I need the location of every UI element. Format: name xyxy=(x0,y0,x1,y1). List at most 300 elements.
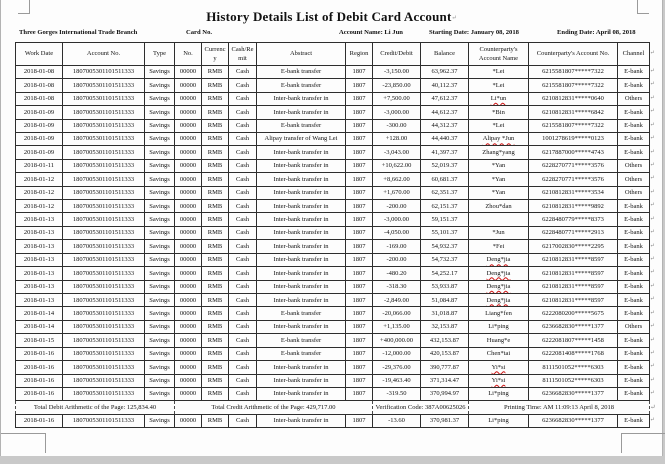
end-of-row-mark: ↵ xyxy=(650,255,655,262)
cell-abstract: E-bank transfer xyxy=(257,65,346,78)
crop-mark-top-left xyxy=(18,0,30,14)
cell-credit-debit: +400,000.00 xyxy=(373,334,421,347)
cell-currency: RMB xyxy=(202,361,229,374)
misspell-underlined-name: Deng*jia xyxy=(486,296,511,304)
cell-work-date: 2018-01-09 xyxy=(16,132,63,145)
cell-counterparty-account-no: 6210812831*****8597 xyxy=(529,267,618,280)
cell-abstract: Inter-bank transfer in xyxy=(257,294,346,307)
header-row xyxy=(16,43,662,66)
cell-credit-debit: -3,043.00 xyxy=(373,146,421,159)
end-of-row-mark: ↵ xyxy=(650,417,655,424)
table-row xyxy=(16,387,662,400)
cell-cash-remit: Cash xyxy=(229,173,257,186)
column-header-account-no: Account No. xyxy=(63,43,145,66)
cell-counterparty-account-name: Zhou*dan xyxy=(469,200,529,213)
total-credit: Total Credit Arithmetic of the Page: 429,717.00 xyxy=(175,401,373,414)
column-header-abstract: Abstract xyxy=(257,43,346,66)
cell-abstract: Inter-bank transfer in xyxy=(257,159,346,172)
cell-account-no: 1807005301101511333 xyxy=(63,92,145,105)
cell-account-no: 1807005301101511333 xyxy=(63,106,145,119)
cell-credit-debit: +7,500.00 xyxy=(373,92,421,105)
printing-time: Printing Time: AM 11:09:13 April 8, 2018 xyxy=(469,401,650,414)
cell-counterparty-account-no: 6228270771*****3576 xyxy=(529,173,618,186)
total-debit: Total Debit Arithmetic of the Page: 125,834.40 xyxy=(16,401,175,414)
cell-counterparty-account-name xyxy=(469,132,529,145)
end-of-row-mark: ↵ xyxy=(650,269,655,276)
cell-work-date: 2018-01-16 xyxy=(16,387,63,400)
cell-balance: 44,612.37 xyxy=(421,106,469,119)
cell-no: 00000 xyxy=(175,347,202,360)
cell-work-date: 2018-01-09 xyxy=(16,106,63,119)
cell-channel: E-bank xyxy=(618,307,650,320)
cell-region: 1807 xyxy=(346,106,373,119)
cell-credit-debit: -3,150.00 xyxy=(373,65,421,78)
cell-currency: RMB xyxy=(202,267,229,280)
cell-counterparty-account-no: 6222081807*****1458 xyxy=(529,334,618,347)
cell-credit-debit: -12,000.00 xyxy=(373,347,421,360)
cell-counterparty-account-name: *Lei xyxy=(469,65,529,78)
cell-region: 1807 xyxy=(346,294,373,307)
cell-abstract: Inter-bank transfer in xyxy=(257,374,346,387)
cell-counterparty-account-name xyxy=(469,294,529,307)
cell-counterparty-account-name: *Fei xyxy=(469,240,529,253)
account-name: Account Name: Li Jun xyxy=(339,29,403,36)
cell-counterparty-account-name xyxy=(469,213,529,226)
cell-channel: Others xyxy=(618,159,650,172)
cell-type: Savings xyxy=(145,79,175,92)
end-of-row-mark: ↵ xyxy=(650,215,655,222)
table-row xyxy=(16,119,662,132)
cell-cash-remit: Cash xyxy=(229,280,257,293)
cell-cash-remit: Cash xyxy=(229,361,257,374)
cell-counterparty-account-no: 8111501052*****6303 xyxy=(529,361,618,374)
cell-no: 00000 xyxy=(175,414,202,427)
cell-work-date: 2018-01-13 xyxy=(16,253,63,266)
statement-info-line xyxy=(1,29,662,40)
cell-counterparty-account-no: 6215581807*****7322 xyxy=(529,119,618,132)
cell-no: 00000 xyxy=(175,173,202,186)
cell-account-no: 1807005301101511333 xyxy=(63,200,145,213)
cell-no: 00000 xyxy=(175,79,202,92)
end-of-row-mark: ↵ xyxy=(650,349,655,356)
cell-counterparty-account-name: Zhang*yang xyxy=(469,146,529,159)
cell-region: 1807 xyxy=(346,159,373,172)
cell-region: 1807 xyxy=(346,320,373,333)
cell-no: 00000 xyxy=(175,280,202,293)
cell-cash-remit: Cash xyxy=(229,240,257,253)
cell-counterparty-account-no: 6210812831*****0640 xyxy=(529,92,618,105)
end-of-row-mark: ↵ xyxy=(650,68,655,75)
cell-counterparty-account-name: *Yan xyxy=(469,186,529,199)
cell-counterparty-account-no: 6215581807*****7322 xyxy=(529,65,618,78)
cell-region: 1807 xyxy=(346,334,373,347)
cell-credit-debit: -200.00 xyxy=(373,200,421,213)
cell-work-date: 2018-01-08 xyxy=(16,65,63,78)
cell-no: 00000 xyxy=(175,132,202,145)
cell-balance: 40,112.37 xyxy=(421,79,469,92)
cell-counterparty-account-name xyxy=(469,374,529,387)
cell-region: 1807 xyxy=(346,280,373,293)
cell-cash-remit: Cash xyxy=(229,65,257,78)
cell-no: 00000 xyxy=(175,387,202,400)
cell-no: 00000 xyxy=(175,226,202,239)
cell-account-no: 1807005301101511333 xyxy=(63,387,145,400)
cell-cash-remit: Cash xyxy=(229,200,257,213)
cell-work-date: 2018-01-09 xyxy=(16,146,63,159)
cell-abstract: Inter-bank transfer in xyxy=(257,186,346,199)
cell-channel: E-bank xyxy=(618,132,650,145)
cell-cash-remit: Cash xyxy=(229,320,257,333)
cell-no: 00000 xyxy=(175,374,202,387)
cell-abstract: Inter-bank transfer in xyxy=(257,92,346,105)
cell-no: 00000 xyxy=(175,213,202,226)
cell-channel: E-bank xyxy=(618,65,650,78)
cell-work-date: 2018-01-12 xyxy=(16,186,63,199)
cell-credit-debit: -3,000.00 xyxy=(373,106,421,119)
cell-account-no: 1807005301101511333 xyxy=(63,361,145,374)
cell-credit-debit: -4,050.00 xyxy=(373,226,421,239)
cell-abstract: Inter-bank transfer in xyxy=(257,240,346,253)
cell-currency: RMB xyxy=(202,65,229,78)
cell-credit-debit: -2,849.00 xyxy=(373,294,421,307)
cell-account-no: 1807005301101511333 xyxy=(63,294,145,307)
end-of-row-mark: ↵ xyxy=(650,148,655,155)
cell-no: 00000 xyxy=(175,200,202,213)
cell-credit-debit: -200.00 xyxy=(373,253,421,266)
cell-currency: RMB xyxy=(202,374,229,387)
cell-counterparty-account-name xyxy=(469,267,529,280)
cell-type: Savings xyxy=(145,106,175,119)
cell-abstract: Alipay transfer of Wang Lei xyxy=(257,132,346,145)
cell-channel: E-bank xyxy=(618,387,650,400)
cell-account-no: 1807005301101511333 xyxy=(63,307,145,320)
end-of-row-mark: ↵ xyxy=(650,229,655,236)
cell-abstract: Inter-bank transfer in xyxy=(257,280,346,293)
cell-region: 1807 xyxy=(346,387,373,400)
branch-name: Three Gorges International Trade Branch xyxy=(19,29,138,36)
cell-counterparty-account-no: 6210812831*****6842 xyxy=(529,106,618,119)
cell-account-no: 1807005301101511333 xyxy=(63,226,145,239)
cell-type: Savings xyxy=(145,374,175,387)
cell-balance: 432,153.87 xyxy=(421,334,469,347)
cell-no: 00000 xyxy=(175,253,202,266)
verification-code: Verification Code: 387A00625026 xyxy=(373,401,469,414)
cell-account-no: 1807005301101511333 xyxy=(63,146,145,159)
cell-balance: 52,019.37 xyxy=(421,159,469,172)
cell-currency: RMB xyxy=(202,119,229,132)
cell-no: 00000 xyxy=(175,267,202,280)
cell-balance: 63,962.37 xyxy=(421,65,469,78)
cell-type: Savings xyxy=(145,267,175,280)
crop-mark-bottom-left xyxy=(1,433,46,453)
cell-cash-remit: Cash xyxy=(229,106,257,119)
cell-counterparty-account-name xyxy=(469,253,529,266)
end-of-row-mark: ↵ xyxy=(650,376,655,383)
cell-cash-remit: Cash xyxy=(229,387,257,400)
cell-type: Savings xyxy=(145,240,175,253)
cell-channel: E-bank xyxy=(618,106,650,119)
card-no-label: Card No. xyxy=(186,29,213,36)
cell-work-date: 2018-01-09 xyxy=(16,119,63,132)
cell-credit-debit: -300.00 xyxy=(373,119,421,132)
page-title: History Details List of Debit Card Account↵ xyxy=(206,9,457,24)
cell-work-date: 2018-01-11 xyxy=(16,159,63,172)
cell-balance: 420,153.87 xyxy=(421,347,469,360)
cell-type: Savings xyxy=(145,213,175,226)
cell-balance: 62,351.37 xyxy=(421,186,469,199)
cell-work-date: 2018-01-13 xyxy=(16,213,63,226)
cell-region: 1807 xyxy=(346,173,373,186)
table-row xyxy=(16,65,662,78)
cell-no: 00000 xyxy=(175,294,202,307)
table-row xyxy=(16,200,662,213)
cell-credit-debit: -169.00 xyxy=(373,240,421,253)
misspell-underlined-name: Deng*jia xyxy=(486,269,511,277)
cell-account-no: 1807005301101511333 xyxy=(63,186,145,199)
cell-abstract: E-bank transfer xyxy=(257,347,346,360)
cell-region: 1807 xyxy=(346,132,373,145)
cell-no: 00000 xyxy=(175,146,202,159)
table-row xyxy=(16,347,662,360)
end-of-row-mark: ↵ xyxy=(650,121,655,128)
cell-currency: RMB xyxy=(202,240,229,253)
cell-balance: 32,153.87 xyxy=(421,320,469,333)
cell-region: 1807 xyxy=(346,146,373,159)
cell-type: Savings xyxy=(145,92,175,105)
cell-abstract: E-bank transfer xyxy=(257,79,346,92)
cell-abstract: Inter-bank transfer in xyxy=(257,200,346,213)
cell-abstract: Inter-bank transfer in xyxy=(257,213,346,226)
cell-currency: RMB xyxy=(202,92,229,105)
cell-channel: E-bank xyxy=(618,253,650,266)
cell-balance: 54,252.17 xyxy=(421,267,469,280)
cell-currency: RMB xyxy=(202,200,229,213)
cell-region: 1807 xyxy=(346,79,373,92)
cell-region: 1807 xyxy=(346,119,373,132)
cell-counterparty-account-name: *Jun xyxy=(469,226,529,239)
cell-balance: 370,981.37 xyxy=(421,414,469,427)
cell-region: 1807 xyxy=(346,65,373,78)
cell-counterparty-account-no: 6210812831*****8597 xyxy=(529,280,618,293)
cell-counterparty-account-name xyxy=(469,92,529,105)
cell-counterparty-account-no: 6222081408*****1768 xyxy=(529,347,618,360)
cell-account-no: 1807005301101511333 xyxy=(63,173,145,186)
cell-counterparty-account-name: Huang*e xyxy=(469,334,529,347)
cell-type: Savings xyxy=(145,347,175,360)
cell-abstract: Inter-bank transfer in xyxy=(257,226,346,239)
cell-type: Savings xyxy=(145,173,175,186)
cell-no: 00000 xyxy=(175,119,202,132)
cell-region: 1807 xyxy=(346,374,373,387)
cell-channel: E-bank xyxy=(618,240,650,253)
cell-currency: RMB xyxy=(202,294,229,307)
end-of-row-mark: ↵ xyxy=(650,162,655,169)
cell-currency: RMB xyxy=(202,79,229,92)
cell-counterparty-account-no: 6228480771*****2913 xyxy=(529,226,618,239)
cell-region: 1807 xyxy=(346,200,373,213)
cell-credit-debit: +8,662.00 xyxy=(373,173,421,186)
end-of-row-mark: ↵ xyxy=(650,188,655,195)
cell-balance: 59,151.37 xyxy=(421,213,469,226)
cell-work-date: 2018-01-13 xyxy=(16,226,63,239)
cell-cash-remit: Cash xyxy=(229,146,257,159)
cell-account-no: 1807005301101511333 xyxy=(63,280,145,293)
cell-no: 00000 xyxy=(175,106,202,119)
cell-cash-remit: Cash xyxy=(229,267,257,280)
cell-type: Savings xyxy=(145,320,175,333)
cell-work-date: 2018-01-08 xyxy=(16,79,63,92)
cell-currency: RMB xyxy=(202,307,229,320)
cell-abstract: Inter-bank transfer in xyxy=(257,320,346,333)
table-header xyxy=(16,43,662,66)
cell-channel: Others xyxy=(618,173,650,186)
cell-channel: E-bank xyxy=(618,267,650,280)
cell-balance: 54,732.37 xyxy=(421,253,469,266)
cell-channel: E-bank xyxy=(618,146,650,159)
cell-channel: Others xyxy=(618,320,650,333)
cell-region: 1807 xyxy=(346,226,373,239)
cell-abstract: Inter-bank transfer in xyxy=(257,146,346,159)
end-of-row-mark: ↵ xyxy=(650,390,655,397)
cell-cash-remit: Cash xyxy=(229,132,257,145)
cell-account-no: 1807005301101511333 xyxy=(63,213,145,226)
cell-type: Savings xyxy=(145,159,175,172)
cell-counterparty-account-no: 6228480779*****8373 xyxy=(529,213,618,226)
misspell-underlined-name: Yi*si xyxy=(491,377,506,385)
cell-currency: RMB xyxy=(202,213,229,226)
cell-cash-remit: Cash xyxy=(229,253,257,266)
cell-account-no: 1807005301101511333 xyxy=(63,132,145,145)
cell-work-date: 2018-01-13 xyxy=(16,280,63,293)
end-of-row-mark: ↵ xyxy=(650,363,655,370)
cell-abstract: Inter-bank transfer in xyxy=(257,414,346,427)
cell-counterparty-account-name: Chen*tai xyxy=(469,347,529,360)
cell-work-date: 2018-01-14 xyxy=(16,320,63,333)
cell-type: Savings xyxy=(145,65,175,78)
cell-cash-remit: Cash xyxy=(229,226,257,239)
cell-region: 1807 xyxy=(346,361,373,374)
cell-account-no: 1807005301101511333 xyxy=(63,240,145,253)
cell-counterparty-account-no: 6217002830*****2295 xyxy=(529,240,618,253)
cell-currency: RMB xyxy=(202,414,229,427)
table-row xyxy=(16,361,662,374)
cell-counterparty-account-name xyxy=(469,280,529,293)
transactions-table xyxy=(15,42,662,428)
end-of-row-mark: ↵ xyxy=(650,242,655,249)
cell-region: 1807 xyxy=(346,213,373,226)
cell-credit-debit: -318.30 xyxy=(373,280,421,293)
end-of-row-mark: ↵ xyxy=(650,175,655,182)
cell-channel: E-bank xyxy=(618,374,650,387)
end-of-row-mark: ↵ xyxy=(650,282,655,289)
table-row xyxy=(16,320,662,333)
cell-currency: RMB xyxy=(202,186,229,199)
cell-currency: RMB xyxy=(202,280,229,293)
cell-balance: 41,397.37 xyxy=(421,146,469,159)
cell-abstract: Inter-bank transfer in xyxy=(257,267,346,280)
paragraph-mark: ↵ xyxy=(451,15,457,22)
table-row xyxy=(16,92,662,105)
cell-work-date: 2018-01-13 xyxy=(16,267,63,280)
cell-counterparty-account-name: *Lei xyxy=(469,79,529,92)
cell-type: Savings xyxy=(145,200,175,213)
table-row xyxy=(16,267,662,280)
cell-type: Savings xyxy=(145,387,175,400)
cell-balance: 53,933.87 xyxy=(421,280,469,293)
ending-date: Ending Date: April 08, 2018 xyxy=(557,29,636,36)
misspell-underlined-name: Alipay *Jun xyxy=(482,135,515,143)
cell-cash-remit: Cash xyxy=(229,92,257,105)
cell-currency: RMB xyxy=(202,347,229,360)
cell-channel: E-bank xyxy=(618,226,650,239)
column-header-region: Region xyxy=(346,43,373,66)
cell-channel: E-bank xyxy=(618,361,650,374)
table-body xyxy=(16,65,662,427)
cell-channel: E-bank xyxy=(618,200,650,213)
cell-counterparty-account-no: 6210812831*****8597 xyxy=(529,253,618,266)
cell-currency: RMB xyxy=(202,159,229,172)
cell-region: 1807 xyxy=(346,267,373,280)
cell-counterparty-account-name: *Bin xyxy=(469,106,529,119)
table-row xyxy=(16,106,662,119)
cell-account-no: 1807005301101511333 xyxy=(63,414,145,427)
table-row xyxy=(16,414,662,427)
cell-type: Savings xyxy=(145,361,175,374)
end-of-row-mark: ↵ xyxy=(650,135,655,142)
cell-channel: E-bank xyxy=(618,334,650,347)
cell-credit-debit: -319.50 xyxy=(373,387,421,400)
column-header-type: Type xyxy=(145,43,175,66)
column-header-channel: Channel xyxy=(618,43,650,66)
cell-balance: 62,151.37 xyxy=(421,200,469,213)
cell-abstract: Inter-bank transfer in xyxy=(257,106,346,119)
cell-region: 1807 xyxy=(346,240,373,253)
cell-account-no: 1807005301101511333 xyxy=(63,79,145,92)
table-row xyxy=(16,307,662,320)
cell-work-date: 2018-01-13 xyxy=(16,294,63,307)
cell-cash-remit: Cash xyxy=(229,414,257,427)
column-header-balance: Balance xyxy=(421,43,469,66)
cell-currency: RMB xyxy=(202,173,229,186)
cell-abstract: Inter-bank transfer in xyxy=(257,361,346,374)
cell-work-date: 2018-01-16 xyxy=(16,374,63,387)
table-row xyxy=(16,280,662,293)
cell-region: 1807 xyxy=(346,92,373,105)
cell-balance: 371,314.47 xyxy=(421,374,469,387)
cell-type: Savings xyxy=(145,253,175,266)
cell-channel: E-bank xyxy=(618,294,650,307)
cell-counterparty-account-name: Li*ping xyxy=(469,387,529,400)
cell-work-date: 2018-01-08 xyxy=(16,92,63,105)
end-of-row-mark: ↵ xyxy=(650,309,655,316)
cell-channel: Others xyxy=(618,186,650,199)
cell-cash-remit: Cash xyxy=(229,186,257,199)
cell-credit-debit: -13.60 xyxy=(373,414,421,427)
cell-channel: E-bank xyxy=(618,79,650,92)
table-row xyxy=(16,159,662,172)
cell-cash-remit: Cash xyxy=(229,79,257,92)
cell-type: Savings xyxy=(145,294,175,307)
cell-credit-debit: -29,376.00 xyxy=(373,361,421,374)
table-row xyxy=(16,334,662,347)
cell-account-no: 1807005301101511333 xyxy=(63,119,145,132)
cell-credit-debit: -480.20 xyxy=(373,267,421,280)
end-of-row-mark: ↵ xyxy=(650,323,655,330)
table-row xyxy=(16,253,662,266)
cell-counterparty-account-no: 1001278619*****0123 xyxy=(529,132,618,145)
cell-type: Savings xyxy=(145,186,175,199)
cell-type: Savings xyxy=(145,307,175,320)
